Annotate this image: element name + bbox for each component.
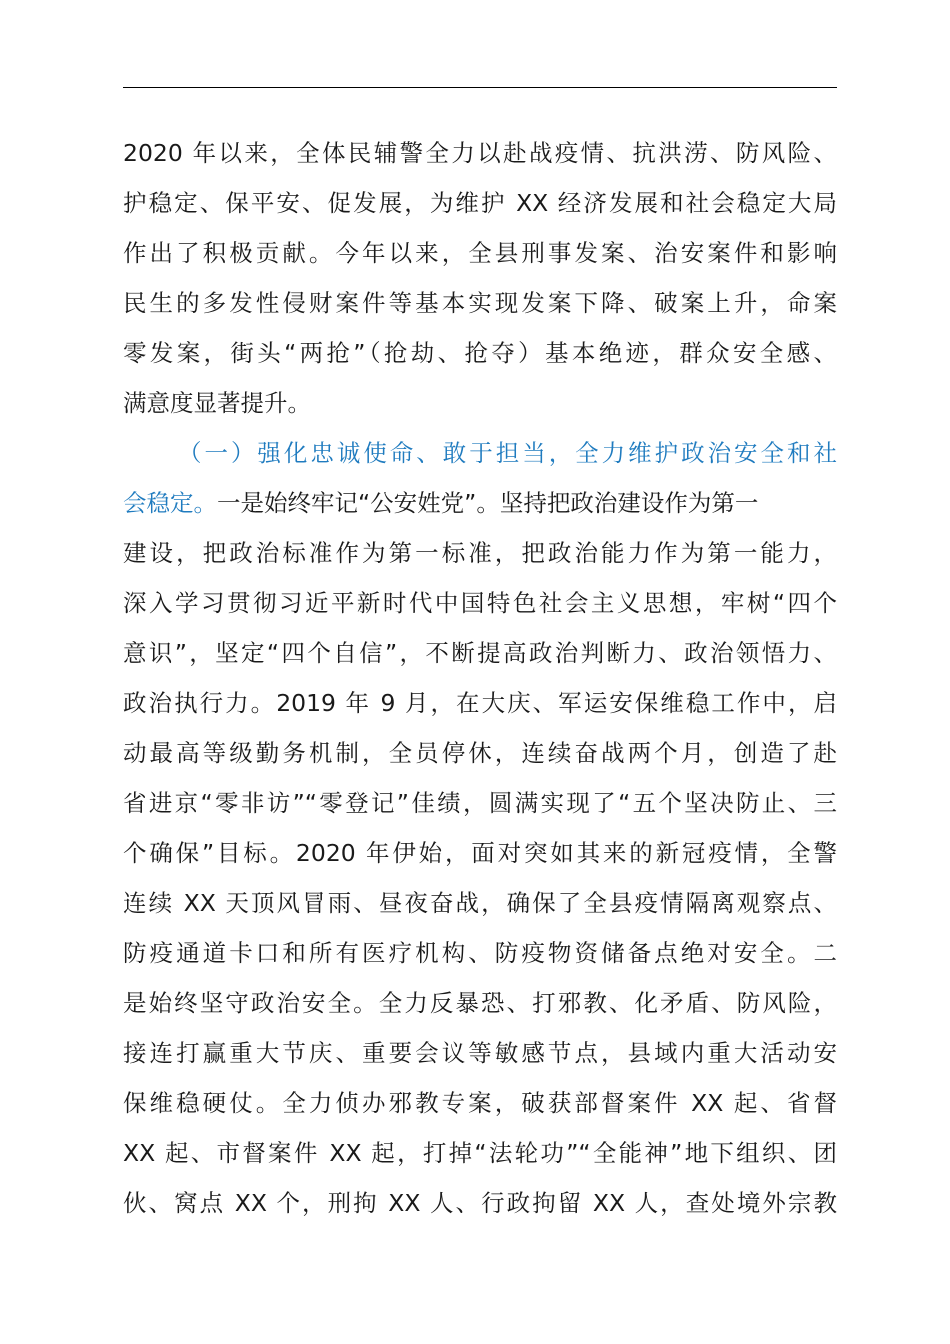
- text-line: 政治执行力。2019 年 9 月，在大庆、军运安保维稳工作中，启: [123, 689, 837, 717]
- text-line: 建设，把政治标准作为第一标准，把政治能力作为第一能力，: [123, 539, 837, 567]
- text-line: 作出了积极贡献。今年以来，全县刑事发案、治安案件和影响: [123, 239, 837, 267]
- text-line: 护稳定、保平安、促发展，为维护 XX 经济发展和社会稳定大局: [123, 189, 837, 217]
- text-line: 动最高等级勤务机制，全员停休，连续奋战两个月，创造了赴: [123, 739, 837, 767]
- text-line: 深入学习贯彻习近平新时代中国特色社会主义思想，牢树“四个: [123, 589, 837, 617]
- text-line: 零发案，街头“两抢”（抢劫、抢夺）基本绝迹，群众安全感、: [123, 339, 837, 367]
- text-line: XX 起、市督案件 XX 起，打掉“法轮功”“全能神”地下组织、团: [123, 1139, 837, 1167]
- text-line: 满意度显著提升。: [123, 389, 311, 417]
- paragraph-intro: [123, 128, 837, 428]
- section-heading-tail: 会稳定。: [123, 489, 217, 517]
- text-line: 保维稳硬仗。全力侦办邪教专案，破获部督案件 XX 起、省督: [123, 1089, 837, 1117]
- section-heading: （一）强化忠诚使命、敢于担当，全力维护政治安全和社: [178, 439, 837, 467]
- text-line: 民生的多发性侵财案件等基本实现发案下降、破案上升，命案: [123, 289, 837, 317]
- text-segment: 一是始终牢记“公安姓党”。坚持把政治建设作为第一: [217, 489, 759, 517]
- document-body: [123, 128, 837, 1228]
- text-line: 意识”，坚定“四个自信”，不断提高政治判断力、政治领悟力、: [123, 639, 837, 667]
- text-line: 2020 年以来，全体民辅警全力以赴战疫情、抗洪涝、防风险、: [123, 139, 837, 167]
- text-line: 省进京“零非访”“零登记”佳绩，圆满实现了“五个坚决防止、三: [123, 789, 837, 817]
- text-line: 伙、窝点 XX 个，刑拘 XX 人、行政拘留 XX 人，查处境外宗教: [123, 1189, 837, 1217]
- text-line: 防疫通道卡口和所有医疗机构、防疫物资储备点绝对安全。二: [123, 939, 837, 967]
- paragraph-section-one: [123, 428, 837, 1228]
- text-line: [123, 478, 837, 528]
- text-line: 个确保”目标。2020 年伊始，面对突如其来的新冠疫情，全警: [123, 839, 837, 867]
- header-rule: [123, 87, 837, 88]
- text-line: 接连打赢重大节庆、重要会议等敏感节点，县域内重大活动安: [123, 1039, 837, 1067]
- text-line: 连续 XX 天顶风冒雨、昼夜奋战，确保了全县疫情隔离观察点、: [123, 889, 837, 917]
- text-line: 是始终坚守政治安全。全力反暴恐、打邪教、化矛盾、防风险，: [123, 989, 837, 1017]
